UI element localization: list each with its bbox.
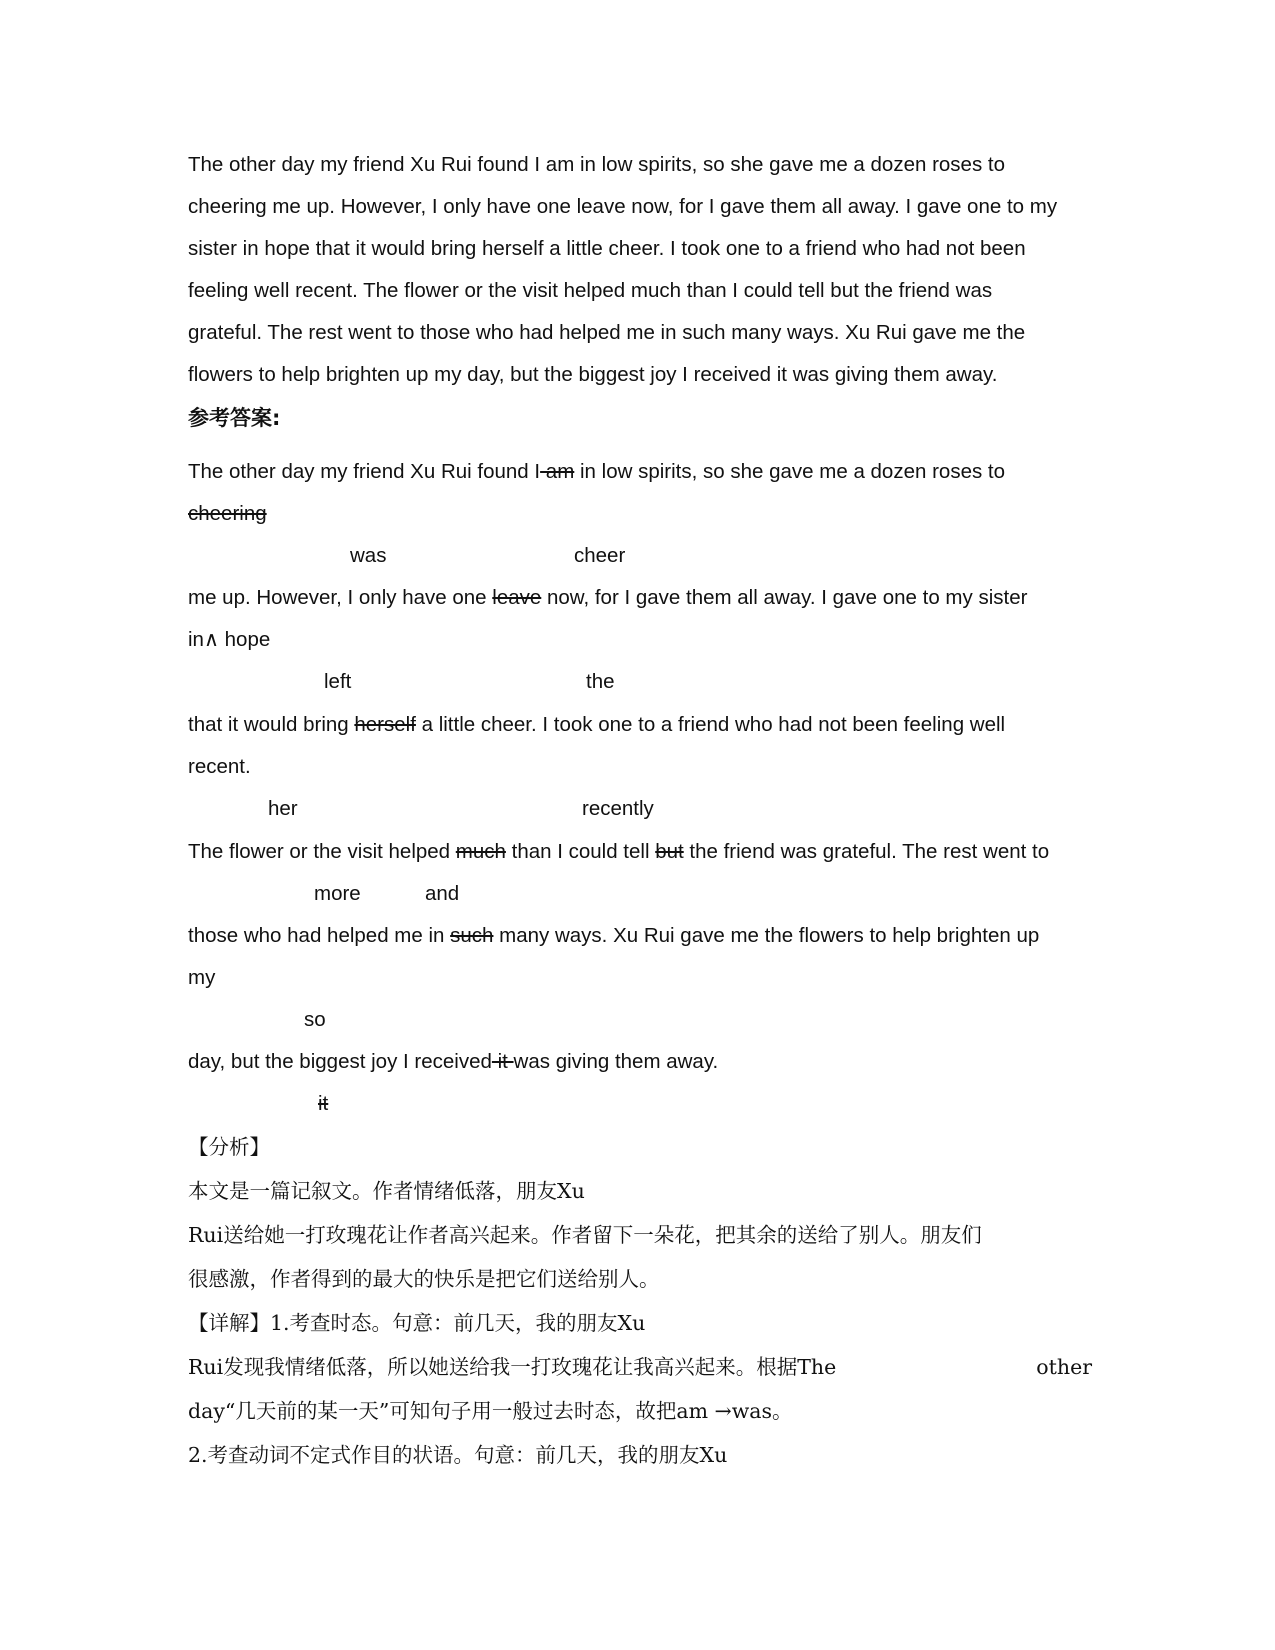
correction-and: and [425, 882, 460, 905]
struck-word: it [491, 1050, 514, 1073]
detail-line-3: day“几天前的某一天”可知句子用一般过去时态，故把am →was。 [188, 1399, 793, 1423]
answer-line-2 [188, 500, 267, 528]
struck-word: but [655, 840, 684, 863]
passage-line-5: grateful. The rest went to those who had helped me in such many ways. Xu Rui gave me the [188, 321, 1026, 344]
struck-word: leave [492, 586, 542, 609]
answer-line-6: recent. [188, 755, 251, 778]
answer-line-5: that it would bring herself a little cheer. I took one to a friend who had not been feeling well [188, 713, 1006, 736]
answer-heading: 参考答案: [188, 406, 281, 430]
analysis-line-3: 很感激，作者得到的最大的快乐是把它们送给别人。 [188, 1267, 660, 1291]
struck-word: much [455, 840, 506, 863]
answer-line-1: The other day my friend Xu Rui found I am in low spirits, so she gave me a dozen roses to [188, 460, 1006, 483]
correction-it-deleted: it [318, 1092, 329, 1115]
passage-line-2: cheering me up. However, I only have one leave now, for I gave them all away. I gave one to my [188, 195, 1058, 218]
answer-line-8: those who had helped me in such many ways. Xu Rui gave me the flowers to help brighten up [188, 924, 1040, 947]
struck-word: cheering [188, 502, 267, 525]
passage-line-3: sister in hope that it would bring herself a little cheer. I took one to a friend who had not been [188, 237, 1026, 260]
analysis-heading: 【分析】 [188, 1135, 270, 1159]
correction-left: left [324, 670, 352, 693]
correction-was: was [350, 544, 387, 567]
answer-line-7: The flower or the visit helped much than I could tell but the friend was grateful. The rest went to [188, 840, 1050, 863]
detail-line-4: 2.考查动词不定式作目的状语。句意：前几天，我的朋友Xu [188, 1443, 728, 1467]
correction-cheer: cheer [574, 544, 626, 567]
answer-line-9: my [188, 966, 216, 989]
detail-line-1: 【详解】1.考查时态。句意：前几天，我的朋友Xu [188, 1311, 646, 1335]
passage-line-4: feeling well recent. The flower or the visit helped much than I could tell but the friend was [188, 279, 993, 302]
correction-her: her [268, 797, 298, 820]
struck-word: such [450, 924, 494, 947]
passage-line-6: flowers to help brighten up my day, but the biggest joy I received it was giving them away. [188, 363, 998, 386]
answer-line-4: in∧ hope [188, 628, 271, 651]
correction-so: so [304, 1008, 326, 1031]
detail-line-2: Rui发现我情绪低落，所以她送给我一打玫瑰花让我高兴起来。根据The other [188, 1355, 1092, 1379]
answer-line-3: me up. However, I only have one leave now, for I gave them all away. I gave one to my sister [188, 586, 1028, 609]
struck-word: herself [354, 713, 416, 736]
correction-more: more [314, 882, 361, 905]
correction-the: the [586, 670, 615, 693]
analysis-line-1: 本文是一篇记叙文。作者情绪低落，朋友Xu [188, 1179, 585, 1203]
correction-recently: recently [582, 797, 654, 820]
struck-word: am [540, 460, 575, 483]
answer-line-10: day, but the biggest joy I received it was giving them away. [188, 1050, 719, 1073]
analysis-line-2: Rui送给她一打玫瑰花让作者高兴起来。作者留下一朵花，把其余的送给了别人。朋友们 [188, 1223, 982, 1247]
passage-line-1: The other day my friend Xu Rui found I am in low spirits, so she gave me a dozen roses to [188, 153, 1005, 176]
